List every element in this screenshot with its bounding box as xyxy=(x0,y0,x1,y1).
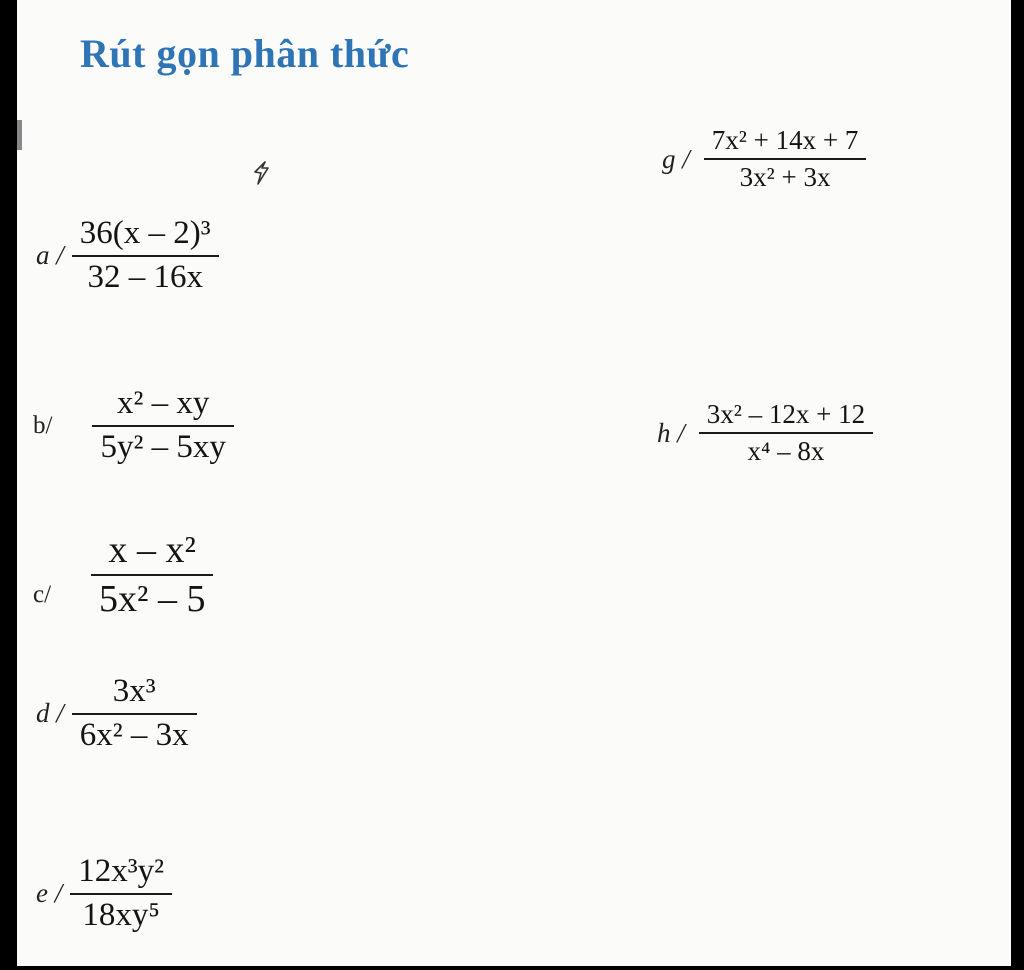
exercise-g xyxy=(662,126,866,192)
page-title: Rút gọn phân thức xyxy=(80,31,410,76)
exercise-label: c/ xyxy=(33,581,52,609)
exercise-label: a / xyxy=(36,240,64,271)
fraction-bar xyxy=(72,255,219,257)
fraction-denominator: 5x² – 5 xyxy=(99,578,206,621)
fraction-denominator: 6x² – 3x xyxy=(79,716,189,753)
fraction-bar xyxy=(92,425,233,427)
fraction-numerator: 36(x – 2)³ xyxy=(79,215,211,251)
fraction-numerator: 3x² – 12x + 12 xyxy=(706,399,866,429)
fraction-denominator: x⁴ – 8x xyxy=(747,436,825,467)
fraction-bar xyxy=(704,158,867,160)
fraction-numerator: 12x³y² xyxy=(78,853,165,889)
fraction-bar xyxy=(72,713,197,715)
fraction-numerator: x² – xy xyxy=(116,385,210,421)
fraction-denominator: 5y² – 5xy xyxy=(100,428,226,465)
fraction-numerator: x – x² xyxy=(108,529,196,571)
exercise-a xyxy=(36,216,219,295)
exercise-label: e / xyxy=(36,878,63,909)
fraction-denominator: 3x² + 3x xyxy=(739,162,831,193)
fraction xyxy=(704,126,867,192)
fraction xyxy=(72,216,219,295)
exercise-h xyxy=(657,400,873,466)
mouse-pointer-icon xyxy=(249,158,271,188)
fraction-bar xyxy=(70,893,172,895)
exercise-c xyxy=(33,530,213,620)
exercise-d xyxy=(36,674,197,753)
fraction-bar xyxy=(699,432,873,434)
fraction-numerator: 7x² + 14x + 7 xyxy=(711,125,859,155)
fraction xyxy=(91,530,213,620)
fraction-denominator: 32 – 16x xyxy=(87,258,203,295)
slide xyxy=(17,0,1011,966)
fraction-denominator: 18xy⁵ xyxy=(82,896,160,933)
fraction-bar xyxy=(91,574,213,576)
exercise-label: h / xyxy=(657,417,685,448)
fraction-numerator: 3x³ xyxy=(112,673,156,709)
fraction xyxy=(699,400,873,466)
exercise-label: d / xyxy=(36,698,64,729)
edge-marker xyxy=(17,120,22,150)
fraction xyxy=(92,386,233,465)
exercise-b xyxy=(33,386,234,465)
fraction xyxy=(72,674,197,753)
fraction xyxy=(70,854,172,933)
exercise-e xyxy=(36,854,172,933)
exercise-label: b/ xyxy=(33,411,53,439)
exercise-label: g / xyxy=(662,143,690,174)
